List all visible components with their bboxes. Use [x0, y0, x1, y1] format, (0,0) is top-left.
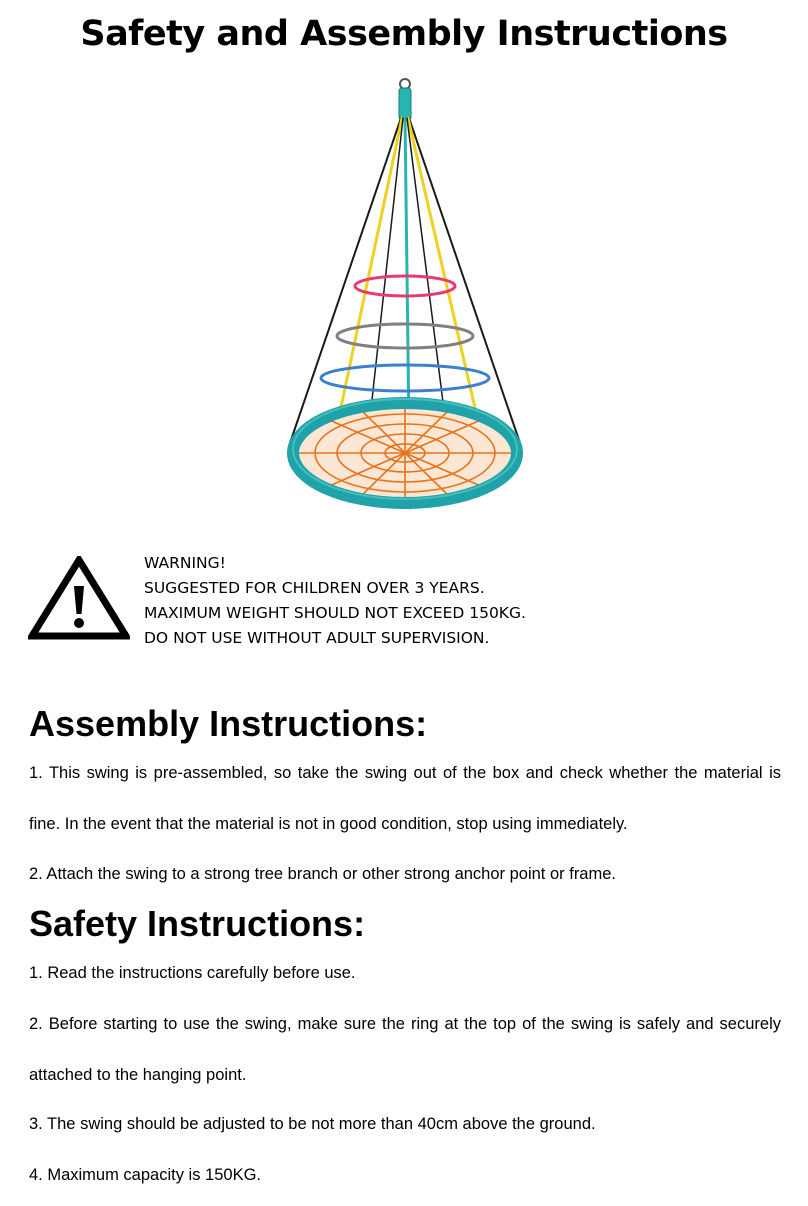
safety-step-3: 3. The swing should be adjusted to be not more than 40cm above the ground. [29, 1115, 596, 1133]
safety-step-1: 1. Read the instructions carefully before use. [29, 964, 356, 982]
assembly-heading: Assembly Instructions: [29, 703, 428, 744]
swing-illustration [280, 78, 530, 518]
warning-notice [144, 551, 526, 651]
warning-triangle-icon [28, 556, 130, 640]
warning-line: DO NOT USE WITHOUT ADULT SUPERVISION. [144, 629, 490, 647]
assembly-step-2: 2. Attach the swing to a strong tree branch or other strong anchor point or frame. [29, 865, 616, 883]
safety-step-2: 2. Before starting to use the swing, make sure the ring at the top of the swing is safely and securely attached to the hanging point. [29, 1015, 781, 1084]
warning-line: MAXIMUM WEIGHT SHOULD NOT EXCEED 150KG. [144, 604, 526, 622]
page-title: Safety and Assembly Instructions [80, 14, 728, 54]
assembly-step-1: 1. This swing is pre-assembled, so take the swing out of the box and check whether the material is fine. In the event that the material is not in good condition, stop using immediately. [29, 764, 781, 833]
safety-step-4: 4. Maximum capacity is 150KG. [29, 1166, 261, 1184]
safety-heading: Safety Instructions: [29, 903, 366, 944]
warning-line: SUGGESTED FOR CHILDREN OVER 3 YEARS. [144, 579, 485, 597]
warning-line: WARNING! [144, 554, 226, 572]
hanging-ring-icon [399, 79, 411, 120]
rope-bands [321, 276, 489, 391]
